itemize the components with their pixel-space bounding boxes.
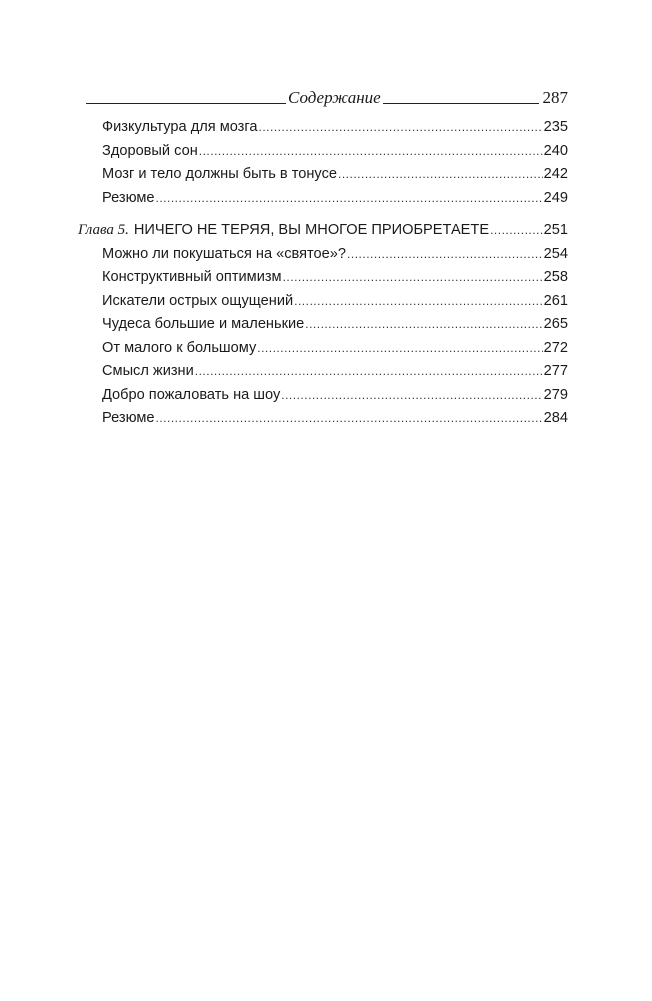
toc-entry-title: Можно ли покушаться на «святое»? [102,245,347,262]
toc-leader-dots [294,290,543,314]
toc-entry-title: Мозг и тело должны быть в тонусе [102,166,337,182]
toc-entry-title: Здоровый сон [102,142,198,159]
toc-leader-dots [195,360,543,384]
toc-leader-dots [283,266,543,290]
toc-entry-page: 277 [543,363,568,379]
toc-leader-dots [156,407,543,431]
toc-leader-dots [305,313,542,337]
toc-chapter-prefix: Глава 5. [78,222,129,238]
toc-entry-title: Резюме [102,410,155,426]
header-rule-left [86,103,286,104]
toc-chapter-label: НИЧЕГО НЕ ТЕРЯЯ, ВЫ МНОГОЕ ПРИОБРЕТАЕТЕ [133,222,490,238]
toc-entry [78,360,568,384]
toc-entry-page: 242 [543,166,568,182]
toc-entry-page: 279 [543,386,568,403]
toc-entry-page: 261 [543,292,568,309]
table-of-contents [78,116,568,431]
toc-entry [78,313,568,337]
toc-entry-page: 235 [543,119,568,135]
toc-entry [78,187,568,211]
toc-entry [78,266,568,290]
toc-leader-dots [338,163,543,187]
toc-entry-page: 258 [543,269,568,285]
running-header [86,86,568,108]
header-page-number: 287 [542,88,568,107]
header-title: Содержание [288,88,381,107]
toc-chapter-page: 251 [543,222,568,238]
toc-chapter-heading [78,219,568,243]
toc-entry [78,407,568,431]
header-rule-right [383,103,539,104]
toc-entry-page: 284 [543,410,568,426]
toc-entry-page: 254 [543,245,568,262]
toc-entry [78,140,568,164]
toc-leader-dots [259,116,543,140]
toc-entry [78,243,568,267]
toc-entry [78,337,568,361]
toc-entry-page: 240 [543,142,568,159]
toc-entry [78,116,568,140]
toc-leader-dots [199,140,543,164]
toc-entry [78,290,568,314]
toc-entry-title: Резюме [102,189,155,206]
toc-entry [78,384,568,408]
toc-entry-page: 265 [543,316,568,332]
toc-entry-title: Смысл жизни [102,363,194,379]
toc-entry-title: Добро пожаловать на шоу [102,386,281,403]
toc-leader-dots [156,187,543,211]
toc-leader-dots [257,337,542,361]
toc-leader-dots [490,219,543,243]
toc-entry-title: Чудеса большие и маленькие [102,316,305,332]
toc-entry [78,163,568,187]
toc-chapter-title [78,219,489,243]
toc-entry-page: 272 [543,339,568,356]
toc-leader-dots [347,243,543,267]
toc-leader-dots [281,384,542,408]
toc-entry-title: Физкультура для мозга [102,119,258,135]
toc-entry-title: Конструктивный оптимизм [102,269,282,285]
toc-entry-title: Искатели острых ощущений [102,292,294,309]
toc-entry-title: От малого к большому [102,339,257,356]
toc-entry-page: 249 [543,189,568,206]
